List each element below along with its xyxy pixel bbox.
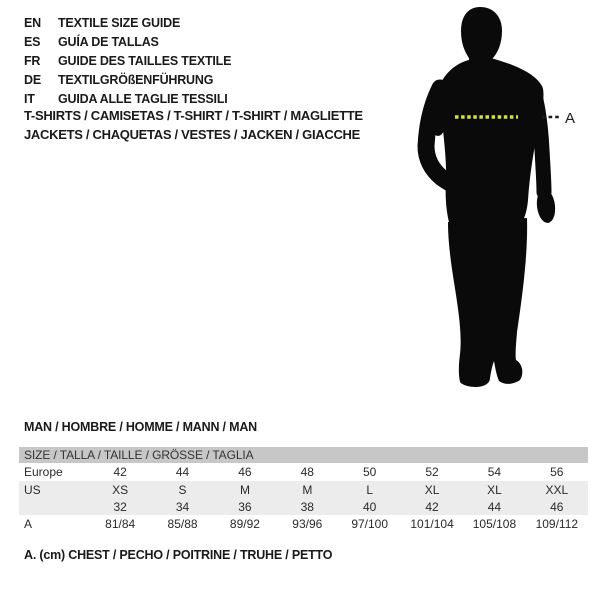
table-cell: 101/104 — [410, 517, 454, 531]
table-cell: 105/108 — [472, 517, 517, 531]
table-cell: 32 — [113, 499, 127, 514]
table-cell: 50 — [363, 465, 377, 479]
table-cell: 38 — [300, 499, 314, 514]
language-title: GUIDE DES TAILLES TEXTILE — [58, 53, 232, 68]
category-line-jackets: JACKETS / CHAQUETAS / VESTES / JACKEN / GIACCHE — [24, 127, 360, 142]
table-cell: 34 — [175, 499, 190, 514]
language-code: ES — [24, 34, 41, 49]
measurement-footnote: A. (cm) CHEST / PECHO / POITRINE / TRUHE / PETTO — [24, 548, 333, 562]
list-item — [24, 70, 231, 89]
table-cell: 81/84 — [105, 517, 136, 531]
language-code: EN — [24, 15, 41, 30]
man-silhouette — [390, 0, 600, 410]
table-cell: XL — [487, 482, 502, 497]
table-row-chest — [19, 515, 588, 533]
table-cell: 46 — [238, 465, 252, 479]
table-cell: 54 — [487, 465, 502, 479]
section-heading-man: MAN / HOMBRE / HOMME / MANN / MAN — [24, 420, 257, 434]
category-line-tshirts: T-SHIRTS / CAMISETAS / T-SHIRT / T-SHIRT / MAGLIETTE — [24, 108, 363, 123]
table-cell: XXL — [545, 482, 569, 497]
size-table-header: SIZE / TALLA / TAILLE / GRÖSSE / TAGLIA — [19, 447, 588, 463]
table-cell: 36 — [238, 499, 252, 514]
language-code: IT — [24, 91, 35, 106]
language-title: GUÍA DE TALLAS — [58, 34, 159, 49]
table-cell: 42 — [113, 465, 127, 479]
measure-label-a: A — [565, 110, 576, 127]
table-cell: 48 — [300, 465, 314, 479]
table-row-alt-size — [19, 498, 588, 515]
table-cell: 109/112 — [535, 517, 579, 531]
table-cell: 44 — [487, 499, 502, 514]
list-item — [24, 51, 231, 70]
table-cell: XS — [112, 482, 129, 497]
language-title: GUIDA ALLE TAGLIE TESSILI — [58, 91, 228, 106]
table-cell: XL — [424, 482, 440, 497]
table-cell: M — [239, 482, 250, 497]
table-cell: L — [366, 482, 374, 497]
list-item — [24, 89, 231, 108]
table-row-us — [19, 481, 588, 498]
table-cell: S — [178, 482, 187, 497]
list-item — [24, 32, 231, 51]
table-cell: M — [302, 482, 313, 497]
legs — [448, 218, 527, 387]
table-cell: 46 — [550, 499, 564, 514]
size-table — [19, 447, 588, 533]
table-cell: 85/88 — [167, 517, 198, 531]
language-code: DE — [24, 72, 41, 87]
table-cell: 93/96 — [292, 517, 323, 531]
category-heading — [24, 108, 363, 146]
language-title: TEXTILGRÖßENFÜHRUNG — [58, 72, 214, 87]
table-cell: 56 — [550, 465, 564, 479]
row-label: US — [24, 482, 41, 497]
language-code: FR — [24, 53, 41, 68]
table-cell: 97/100 — [351, 517, 389, 531]
language-list — [24, 13, 231, 108]
table-cell: 89/92 — [229, 517, 260, 531]
table-cell: 40 — [363, 499, 377, 514]
table-row-europe — [19, 463, 588, 481]
table-cell: 52 — [425, 465, 439, 479]
table-cell: 44 — [175, 465, 190, 479]
table-cell: 42 — [425, 499, 439, 514]
torso — [438, 58, 543, 226]
silhouette-shapes — [426, 7, 557, 387]
man-figure — [390, 0, 600, 410]
row-label: A — [24, 517, 33, 531]
row-label: Europe — [24, 465, 63, 479]
right-arm — [534, 92, 544, 192]
list-item — [24, 13, 231, 32]
language-title: TEXTILE SIZE GUIDE — [58, 15, 181, 30]
